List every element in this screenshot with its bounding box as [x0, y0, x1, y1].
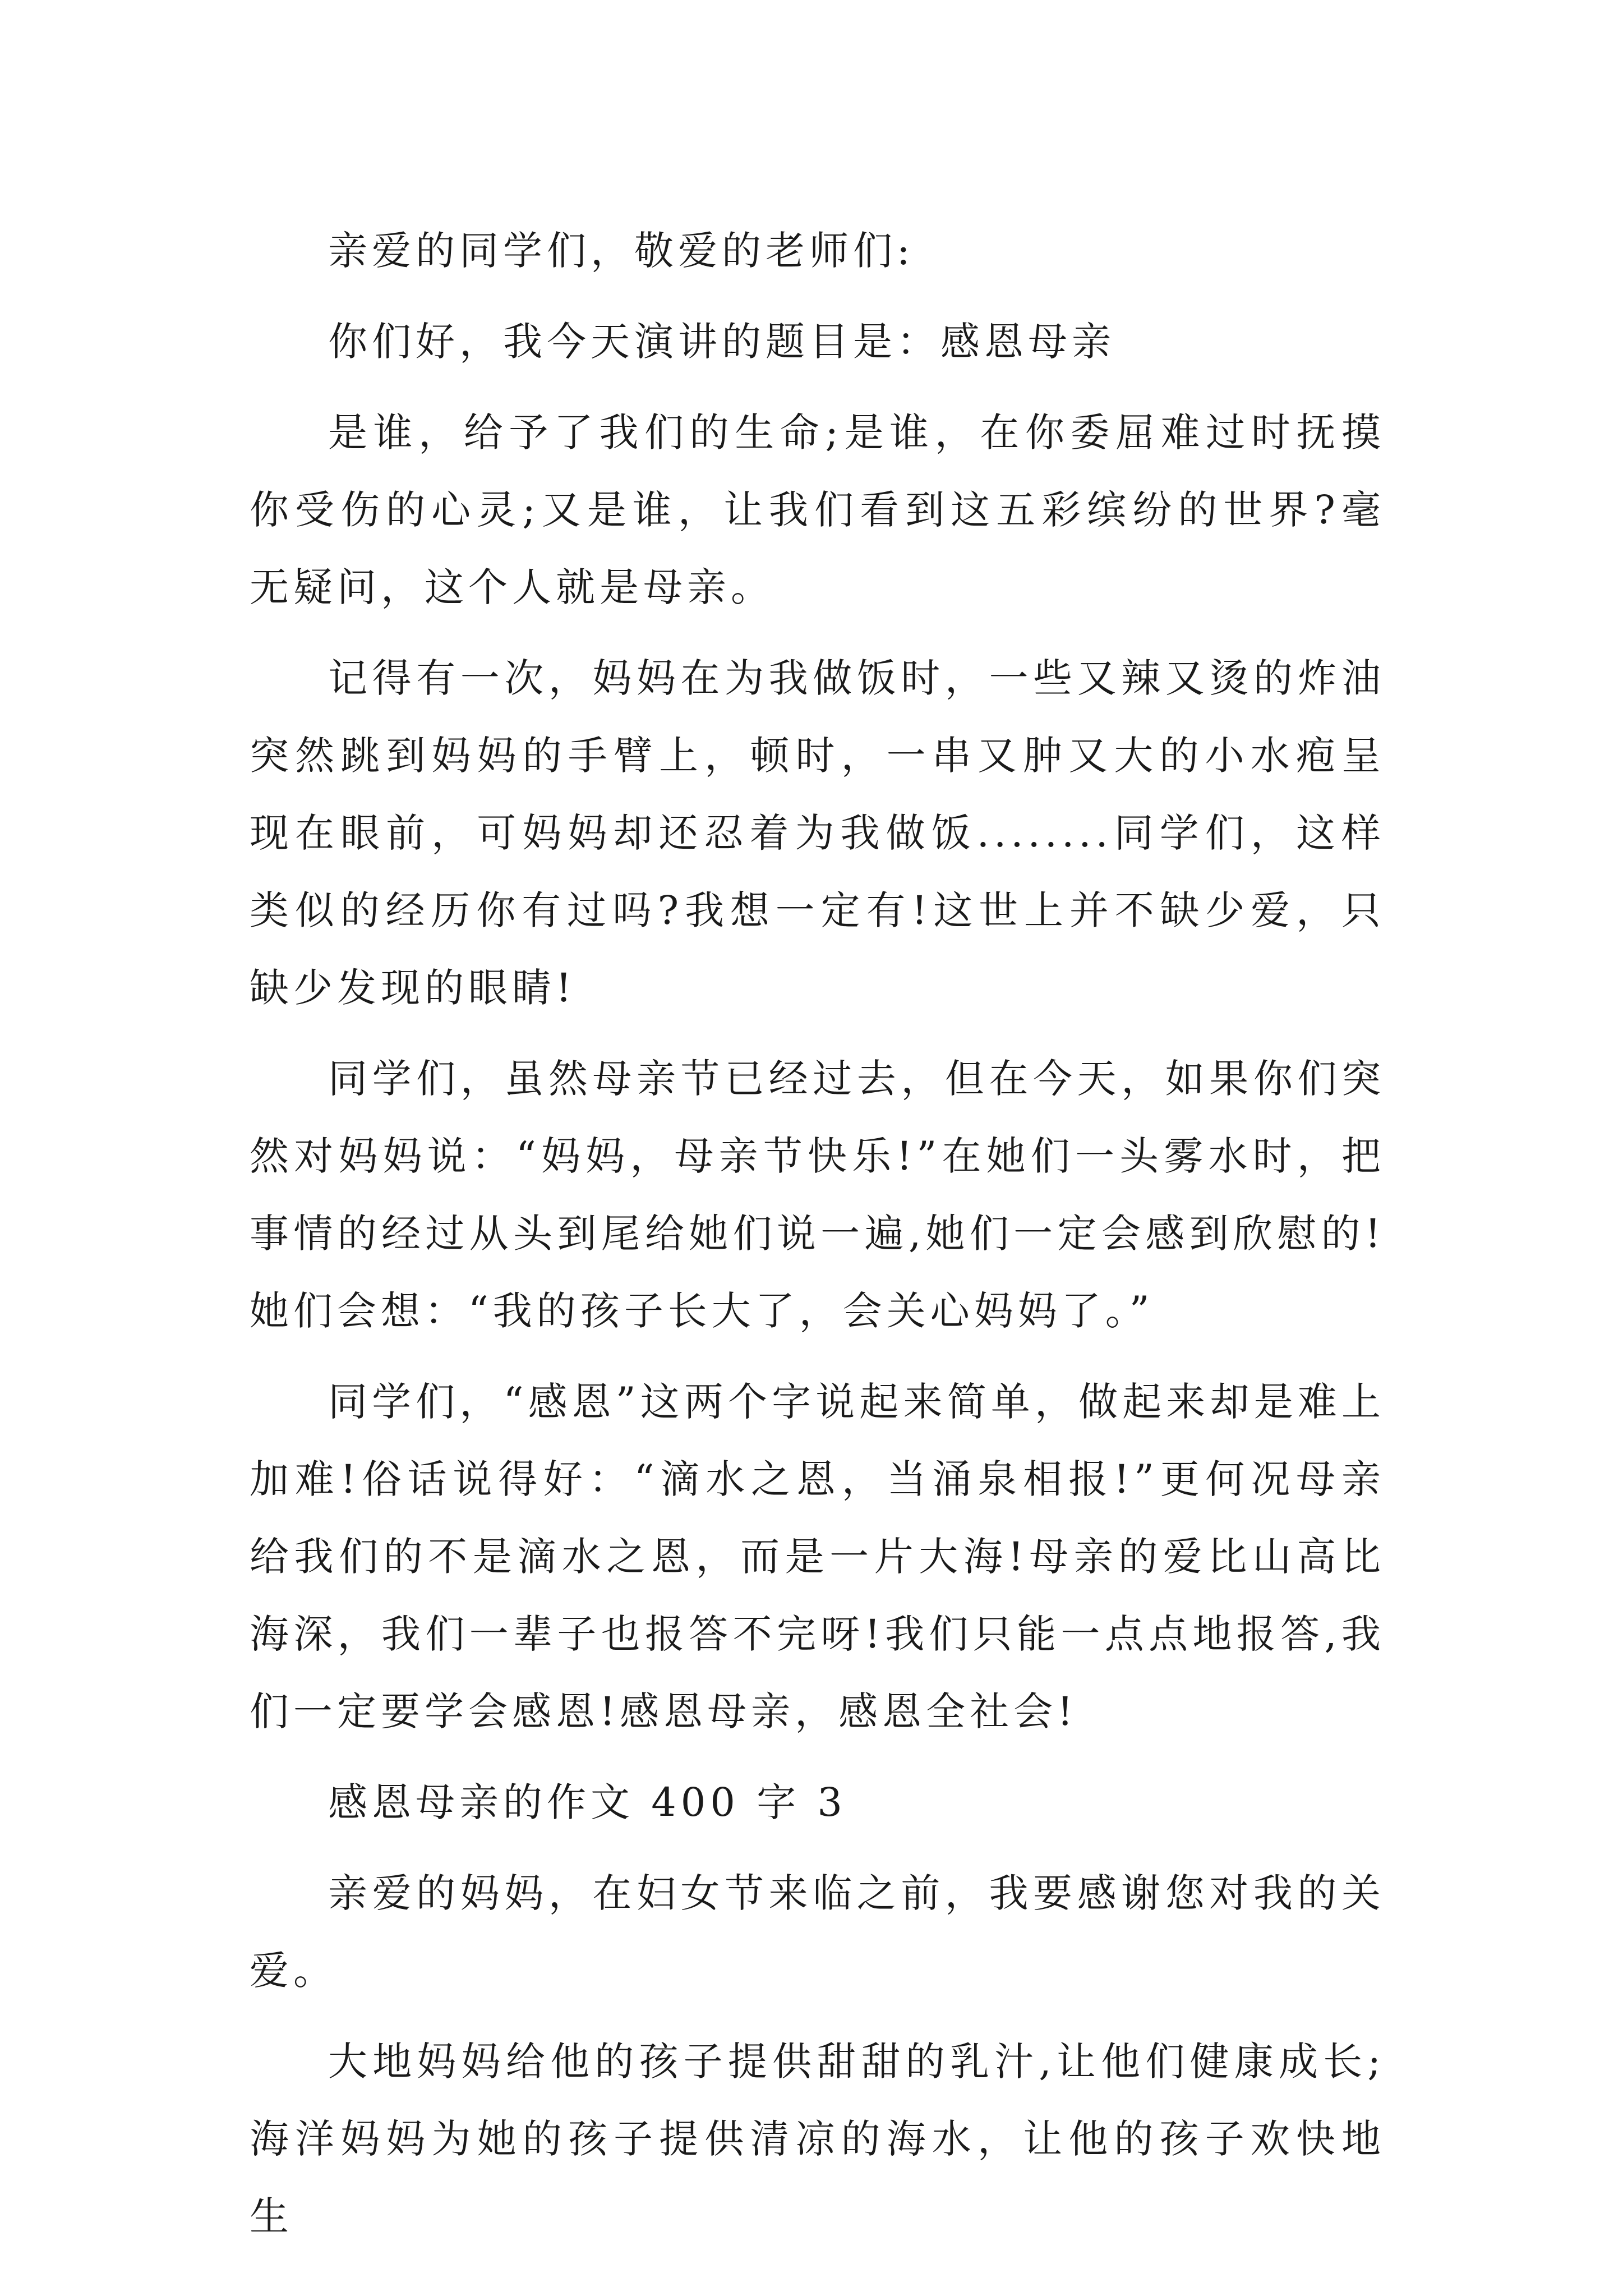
salutation: 亲爱的同学们，敬爱的老师们:	[328, 228, 915, 274]
paragraph-dear-mom: 亲爱的妈妈，在妇女节来临之前，我要感谢您对我的关爱。	[250, 1870, 1385, 1994]
paragraph-earth-ocean: 大地妈妈给他的孩子提供甜甜的乳汁,让他们健康成长;海洋妈妈为她的孩子提供清凉的海水，让他的孩子欢快地生	[250, 2039, 1385, 2239]
paragraph-who-is-mother: 是谁，给予了我们的生命;是谁，在你委屈难过时抚摸你受伤的心灵;又是谁，让我们看到这五彩缤纷的世界?毫无疑问，这个人就是母亲。	[250, 409, 1385, 610]
paragraph-gratitude: 同学们，“感恩”这两个字说起来简单，做起来却是难上加难!俗话说得好：“滴水之恩，当涌泉相报!”更何况母亲给我们的不是滴水之恩，而是一片大海!母亲的爱比山高比海深，我们一辈子也报答不完呀!我们只能一点点地报答,我们一定要学会感恩!感恩母亲，感恩全社会!	[250, 1379, 1385, 1734]
paragraph-mothers-day: 同学们，虽然母亲节已经过去，但在今天，如果你们突然对妈妈说：“妈妈，母亲节快乐!”在她们一头雾水时，把事情的经过从头到尾给她们说一遍,她们一定会感到欣慰的!她们会想：“我的孩子长大了，会关心妈妈了。”	[250, 1056, 1385, 1334]
paragraph-cooking-memory: 记得有一次，妈妈在为我做饭时，一些又辣又烫的炸油突然跳到妈妈的手臂上，顿时，一串又肿又大的小水疱呈现在眼前，可妈妈却还忍着为我做饭........同学们，这样类似的经历你有过吗?我想一定有!这世上并不缺少爱，只缺少发现的眼睛!	[250, 655, 1385, 1011]
speech-topic: 你们好，我今天演讲的题目是：感恩母亲	[328, 319, 1115, 365]
document-body	[250, 212, 1385, 2269]
essay-heading: 感恩母亲的作文 400 字 3	[328, 1779, 847, 1825]
